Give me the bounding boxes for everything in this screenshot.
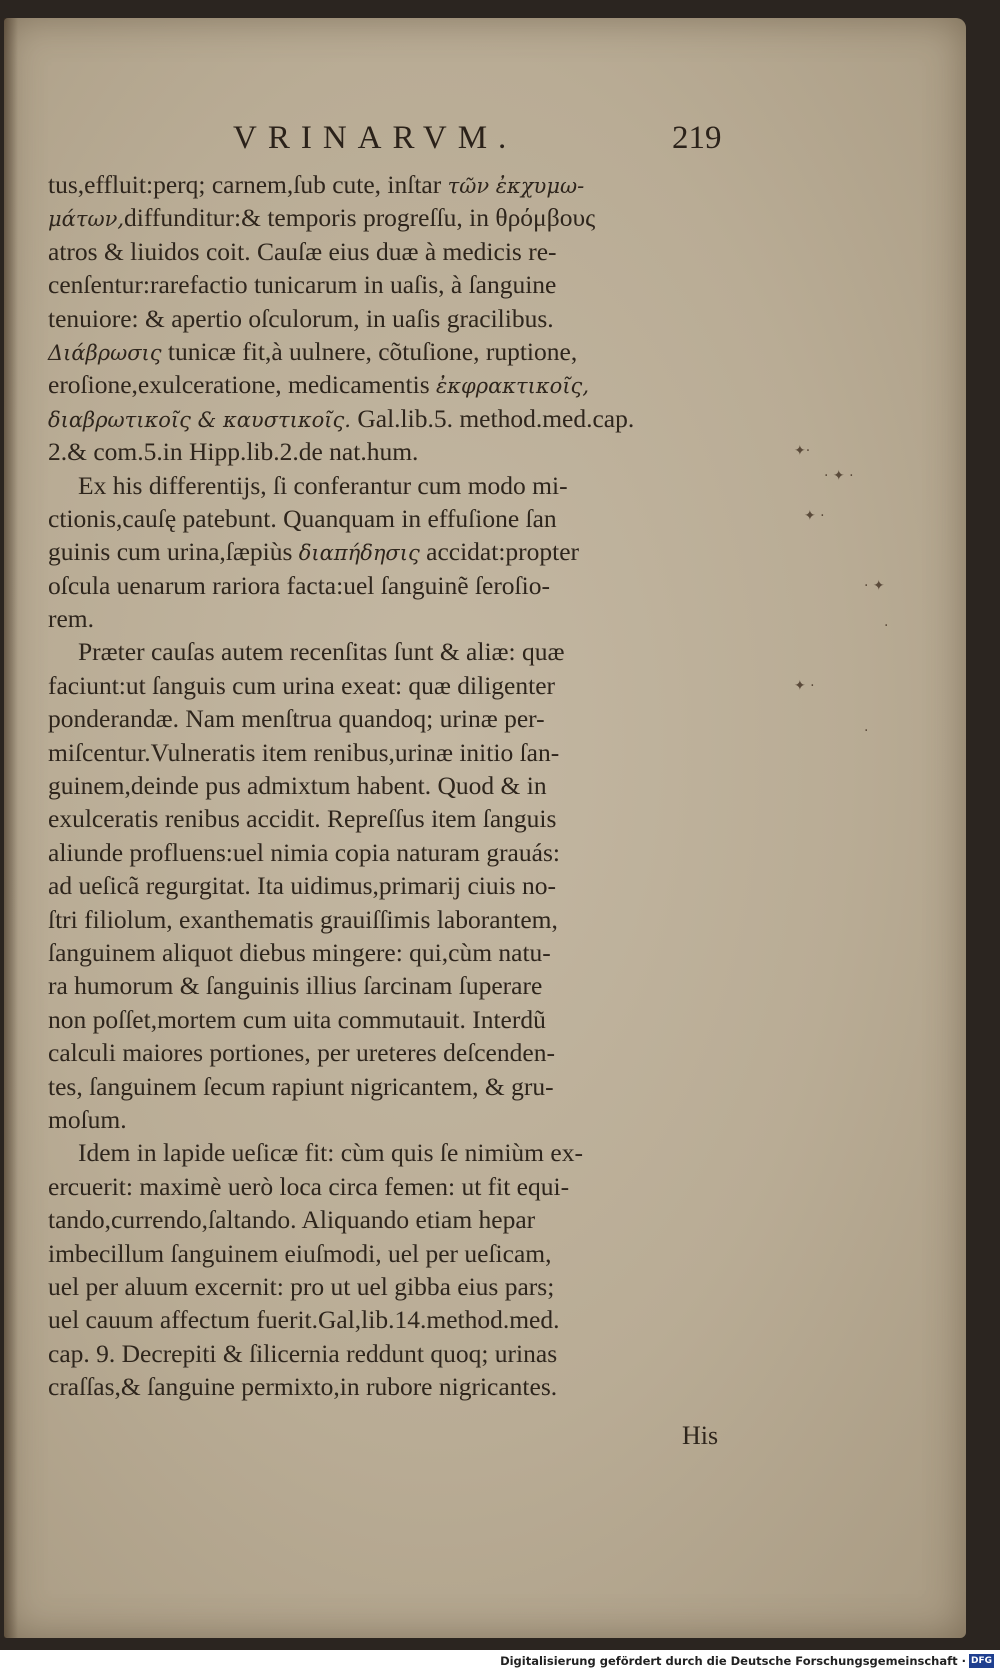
margin-stain: · ✦ · (824, 468, 854, 484)
margin-stain: · (864, 723, 869, 739)
footer-bar (0, 1650, 1000, 1673)
latin-text: rem. (48, 604, 95, 634)
margin-stain: · (884, 618, 889, 634)
folio-number: 219 (672, 120, 722, 156)
book-page (4, 18, 966, 1638)
greek-term: Διάβρωσις (48, 340, 162, 365)
text-line (48, 1370, 733, 1403)
latin-text: faciunt:ut ſanguis cum urina exeat: quæ diligenter (48, 670, 556, 700)
text-line (48, 1103, 733, 1136)
text-line (48, 969, 733, 1002)
body-text (48, 168, 733, 1403)
latin-text: ra humorum & ſanguinis illius ſarcinam ſuperare (48, 971, 543, 1001)
text-line (48, 302, 733, 335)
text-line (48, 903, 733, 936)
latin-text: ſanguinem aliquot diebus mingere: qui,cùm natu- (48, 937, 551, 967)
latin-text: uel per aluum excernit: pro ut uel gibba eius pars; (48, 1271, 555, 1301)
text-line (48, 1270, 733, 1303)
text-line (48, 1303, 733, 1336)
text-line (48, 502, 733, 535)
latin-text: cap. 9. Decrepiti & ſilicernia reddunt quoq; urinas (48, 1338, 558, 1368)
latin-text: ctionis,cauſę patebunt. Quanquam in effuſione ſan (48, 503, 557, 533)
latin-text: ponderandæ. Nam menſtrua quandoq; urinæ per- (48, 704, 545, 734)
text-line (48, 769, 733, 802)
greek-term: τῶν ἐκχυμω- (447, 174, 585, 198)
latin-text: tes, ſanguinem ſecum rapiunt nigricantem, & gru- (48, 1071, 554, 1101)
latin-text: uel cauum affectum fuerit.Gal,lib.14.method.med. (48, 1305, 560, 1335)
text-line (48, 268, 733, 301)
catchword: His (682, 1421, 719, 1450)
latin-text: oſcula uenarum rariora facta:uel ſanguinẽ ſeroſio- (48, 570, 550, 600)
text-line (48, 1237, 733, 1270)
text-line (48, 669, 733, 702)
greek-term: μάτων, (48, 207, 125, 232)
latin-text: ad ueſicã regurgitat. Ita uidimus,primarij ciuis no- (48, 871, 556, 901)
text-line (48, 435, 733, 468)
text-line (48, 802, 733, 835)
latin-text: exulceratis renibus accidit. Repreſſus item ſanguis (48, 804, 557, 834)
latin-text: craſſas,& ſanguine permixto,in rubore nigricantes. (48, 1372, 558, 1402)
text-line (48, 1036, 733, 1069)
funding-credit: Digitalisierung gefördert durch die Deutsche Forschungsgemeinschaft · (500, 1654, 966, 1668)
latin-text: cenſentur:rarefactio tunicarum in uaſis, à ſanguine (48, 270, 557, 300)
latin-text: non poſſet,mortem cum uita commutauit. Interdũ (48, 1004, 546, 1034)
text-line (48, 1003, 733, 1036)
latin-text: ſtri filiolum, exanthematis grauiſſimis laborantem, (48, 904, 558, 934)
text-line (48, 1136, 733, 1169)
text-line (48, 635, 733, 668)
text-line (48, 702, 733, 735)
text-line (48, 936, 733, 969)
text-line (48, 1337, 733, 1370)
latin-text: miſcentur.Vulneratis item renibus,urinæ initio ſan- (48, 737, 560, 767)
text-line (48, 402, 733, 435)
latin-text: calculi maiores portiones, per ureteres deſcenden- (48, 1038, 555, 1068)
latin-text: imbecillum ſanguinem eiuſmodi, uel per ueſicam, (48, 1238, 552, 1268)
text-line (48, 168, 733, 201)
latin-text: diffunditur:& temporis progreſſu, in θρόμβους (124, 203, 596, 233)
greek-term: διαβρωτικοῖς & καυστικοῖς. (48, 407, 351, 432)
greek-term: διαπήδησις (298, 541, 420, 566)
latin-text: aliunde profluens:uel nimia copia naturam grauás: (48, 837, 560, 867)
latin-text: accidat:propter (419, 537, 580, 567)
latin-text: tando,currendo,ſaltando. Aliquando etiam hepar (48, 1205, 536, 1235)
latin-text: tunicæ fit,à uulnere, cõtuſione, ruptione, (161, 336, 578, 366)
margin-stain: · ✦ (864, 578, 885, 594)
dfg-logo: DFG (970, 1656, 992, 1666)
text-line (48, 1070, 733, 1103)
text-line (48, 469, 733, 502)
text-line (48, 368, 733, 401)
text-line (48, 836, 733, 869)
latin-text: guinem,deinde pus admixtum habent. Quod & in (48, 771, 547, 801)
text-line (48, 335, 733, 368)
running-head: VRINARVM. (233, 120, 518, 156)
latin-text: Ex his differentijs, ſi conferantur cum modo mi- (78, 470, 568, 500)
margin-stain: ✦ · (794, 678, 815, 694)
text-line (48, 235, 733, 268)
latin-text: atros & liuidos coit. Cauſæ eius duæ à medicis re- (48, 236, 557, 266)
text-line (48, 869, 733, 902)
text-line (48, 535, 733, 568)
latin-text: Gal.lib.5. method.med.cap. (350, 403, 635, 433)
latin-text: tenuiore: & apertio oſculorum, in uaſis gracilibus. (48, 303, 554, 333)
text-line (48, 1203, 733, 1236)
latin-text: tus,effluit:perq; carnem,ſub cute, inſtar (48, 170, 448, 199)
latin-text: moſum. (48, 1104, 127, 1134)
margin-stain: ✦ · (804, 508, 825, 524)
text-line (48, 602, 733, 635)
text-line (48, 736, 733, 769)
text-line (48, 569, 733, 602)
latin-text: ercuerit: maximè uerò loca circa femen: ut fit equi- (48, 1171, 570, 1201)
latin-text: Præter cauſas autem recenſitas ſunt & aliæ: quæ (78, 637, 565, 667)
text-line (48, 201, 733, 234)
latin-text: guinis cum urina,ſæpiùs (48, 537, 299, 567)
latin-text: Idem in lapide ueſicæ fit: cùm quis ſe nimiùm ex- (78, 1138, 583, 1168)
latin-text: 2.& com.5.in Hipp.lib.2.de nat.hum. (48, 437, 419, 467)
text-line (48, 1170, 733, 1203)
page-header (4, 120, 966, 160)
greek-term: ἐκφρακτικοῖς, (436, 374, 589, 399)
margin-stain: ✦· (794, 443, 811, 459)
latin-text: eroſione,exulceratione, medicamentis (48, 370, 437, 400)
